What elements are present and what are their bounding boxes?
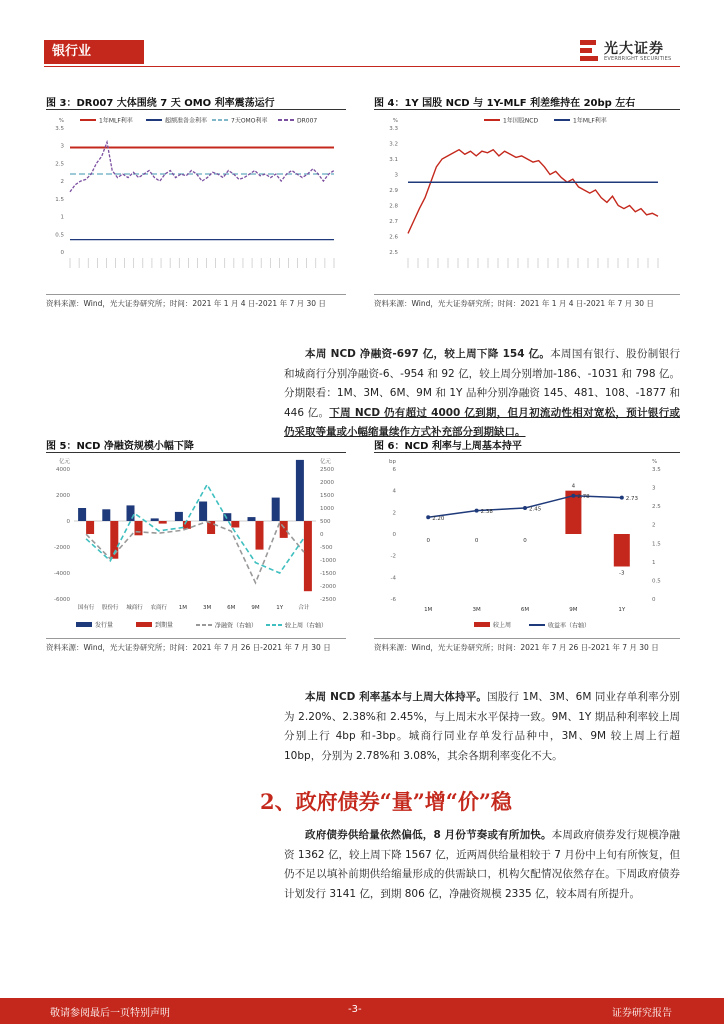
fig4-ytick: 2.9	[389, 188, 398, 194]
fig5-xtick: 合计	[298, 605, 310, 611]
fig5-xtick: 1M	[178, 605, 188, 611]
fig5-bar-issue	[78, 508, 86, 521]
fig4-ytick: 2.8	[389, 203, 398, 210]
fig6-xtick: 1M	[424, 607, 433, 613]
fig6-chart	[374, 455, 680, 635]
fig6-right-ytick: 1.5	[652, 541, 661, 548]
fig4-ytick: 3.3	[389, 126, 398, 132]
fig3-ytick: 1	[60, 214, 64, 221]
fig6-right-ytick: 1	[652, 559, 656, 566]
fig5-xtick: 农商行	[150, 605, 167, 611]
fig6-legend-bars-label: 较上周	[493, 622, 512, 629]
fig5-right-ytick: -1000	[320, 558, 336, 564]
fig5-series-wow	[86, 485, 304, 573]
fig5-ytick: -6000	[54, 597, 70, 603]
fig3-bottom-rule	[46, 294, 346, 295]
fig6-left-unit: bp	[389, 459, 396, 465]
fig6-source: 资料来源：Wind，光大证券研究所；时间：2021 年 7 月 26 日-2021 年 7 月 30 日	[374, 643, 659, 652]
fig5-bar-maturity	[86, 521, 94, 534]
fig5-legend-net-label: 净融资（右轴）	[215, 622, 258, 630]
fig6-rate-label: 2.45	[529, 506, 542, 513]
fig4-ytick: 2.5	[389, 250, 398, 256]
fig5-xtick: 6M	[227, 605, 236, 611]
fig5-bar-issue	[175, 512, 183, 521]
fig3-unit: %	[58, 118, 64, 124]
footer-disclaimer: 敬请参阅最后一页特别声明	[50, 1008, 170, 1019]
brand-logo	[580, 38, 680, 66]
fig5-bar-issue	[102, 509, 110, 521]
fig4-ytick: 2.7	[389, 219, 398, 225]
fig5-bar-maturity	[304, 521, 312, 591]
fig6-ytick: 2	[392, 510, 396, 517]
fig5-ytick: 0	[66, 519, 70, 525]
fig3-ytick: 0.5	[55, 232, 64, 239]
fig3-title: 图 3：DR007 大体围绕 7 天 OMO 利率震荡运行	[46, 98, 275, 109]
fig5-xtick: 9M	[251, 605, 260, 611]
fig4-ytick: 3.1	[389, 157, 398, 163]
fig5-right-ytick: -500	[320, 545, 333, 551]
fig6-right-ytick: 3	[652, 485, 656, 492]
para2-lead: 本周 NCD 利率基本与上周大体持平。	[305, 691, 488, 703]
para1-lead: 本周 NCD 净融资-697 亿，较上周下降 154 亿。	[305, 348, 551, 360]
fig5-ytick: 2000	[56, 493, 70, 499]
fig5-legend-wow-label: 较上周（右轴）	[285, 622, 328, 630]
fig5-right-ytick: 2000	[320, 480, 334, 486]
fig5-ytick: -4000	[54, 571, 70, 577]
fig6-legend-bars-swatch	[474, 622, 490, 627]
fig5-right-ytick: -2000	[320, 584, 336, 590]
fig6-ytick: 0	[392, 532, 396, 538]
fig3-legend-ioer-label: 超额准备金利率	[165, 117, 208, 125]
footer-page-number: -3-	[348, 1004, 362, 1015]
paragraph-government-bonds	[284, 826, 680, 904]
fig3-rule	[46, 109, 346, 110]
fig5-right-ytick: -2500	[320, 597, 336, 603]
fig3-ytick: 2.5	[55, 161, 64, 168]
fig6-rate-label: 2.38	[480, 509, 493, 516]
fig5-right-ytick: 1000	[320, 506, 334, 512]
fig5-right-unit: 亿元	[320, 459, 332, 465]
fig4-chart	[374, 112, 680, 292]
fig6-ytick: -2	[390, 553, 396, 560]
fig5-ytick: -2000	[54, 545, 70, 551]
para2-body: 国股行 1M、3M、6M 同业存单利率分别为 2.20%、2.38%和 2.45%，与上周末水平保持一致。9M、1Y 期品种利率较上周分别上行 4bp 和-3bp。城商行同业存单发行品种中，3M、9M 较上周上行超 10bp，分别为 2.78%和 3.08%，其余各期利率变化不大。	[284, 691, 680, 762]
fig4-rule	[374, 109, 680, 110]
fig5-bar-maturity	[159, 521, 167, 524]
fig6-rate-point	[426, 515, 430, 519]
sector-tag: 银行业	[44, 40, 144, 64]
brand-en: EVERBRIGHT SECURITIES	[604, 56, 672, 62]
fig6-bar-label: 0	[474, 538, 479, 544]
fig3-chart	[46, 112, 346, 292]
fig4-source: 资料来源：Wind，光大证券研究所；时间：2021 年 1 月 4 日-2021 年 7 月 30 日	[374, 299, 654, 308]
fig5-bar-maturity	[280, 521, 288, 538]
fig5-rule	[46, 452, 346, 453]
fig6-right-ytick: 0	[652, 597, 656, 603]
fig5-legend-maturity-label: 到期量	[155, 622, 174, 629]
fig6-ytick: 6	[392, 467, 396, 473]
fig5-xtick: 城商行	[126, 605, 143, 611]
fig4-series-ncd	[408, 150, 658, 234]
fig6-xtick: 6M	[520, 607, 530, 613]
fig6-rate-point	[523, 506, 527, 510]
fig5-bar-issue	[248, 517, 256, 521]
fig6-right-ytick: 0.5	[652, 578, 661, 585]
fig6-bar-label: 4	[571, 483, 576, 490]
fig5-bar-maturity	[207, 521, 215, 534]
fig5-ytick: 4000	[56, 467, 70, 473]
fig3-source: 资料来源：Wind，光大证券研究所；时间：2021 年 1 月 4 日-2021 年 7 月 30 日	[46, 299, 326, 308]
fig5-bar-issue	[199, 502, 207, 522]
everbright-logo-icon	[580, 40, 600, 62]
fig5-bar-maturity	[183, 521, 191, 529]
fig5-xtick: 国有行	[77, 605, 95, 611]
fig6-xtick: 1Y	[618, 607, 626, 613]
fig6-rate-point	[475, 509, 479, 513]
fig3-series-dr007	[70, 142, 334, 192]
fig5-chart	[46, 455, 346, 635]
fig4-ytick: 2.6	[389, 234, 398, 241]
fig3-ytick: 3	[60, 143, 64, 150]
paragraph-ncd-financing	[284, 345, 680, 443]
para3-body: 本周政府债券发行规模净融资 1362 亿，较上周下降 1567 亿，近两周供给量相较于 7 月份中上旬有所恢复，但仍不足以填补前期供给缩量形成的供需缺口，机构欠配情况依然存在。下周政府债券计划发行 3141 亿，到期 806 亿，净融资规模 2335 亿，较本周有所提升。	[284, 829, 680, 900]
fig5-legend-issue-label: 发行量	[95, 622, 114, 629]
fig3-ytick: 3.5	[55, 126, 64, 132]
fig6-rate-label: 2.20	[432, 515, 445, 522]
fig6-xtick: 3M	[472, 607, 481, 613]
fig5-right-ytick: 1500	[320, 493, 334, 499]
fig5-bar-issue	[127, 505, 135, 521]
footer-report-type: 证券研究报告	[612, 1008, 672, 1019]
fig6-rate-label: 2.73	[625, 496, 639, 503]
fig5-bar-maturity	[256, 521, 264, 550]
fig5-series-net	[86, 522, 304, 583]
fig6-bar	[614, 534, 630, 567]
fig3-ytick: 1.5	[55, 196, 64, 203]
brand-name: 光大证券	[604, 41, 664, 57]
fig3-legend-omo-label: 7天OMO利率	[231, 117, 268, 125]
fig4-title: 图 4：1Y 国股 NCD 与 1Y-MLF 利差维持在 20bp 左右	[374, 98, 636, 109]
fig6-right-ytick: 2.5	[652, 504, 661, 511]
fig6-title: 图 6：NCD 利率与上周基本持平	[374, 441, 522, 452]
fig6-ytick: -4	[390, 575, 396, 582]
fig6-ytick: 4	[392, 488, 396, 495]
fig5-legend-issue-swatch	[76, 622, 92, 627]
fig3-ytick: 2	[60, 179, 64, 186]
para1-emphasis: 下周 NCD 仍有超过 4000 亿到期，但月初流动性相对宽松，预计银行或仍采取等量或小幅缩量续作方式补充部分到期缺口。	[284, 406, 680, 438]
fig6-bar-label: 0	[523, 538, 527, 544]
fig5-xtick: 股份行	[102, 605, 119, 611]
fig6-right-unit: %	[652, 459, 658, 465]
fig6-rate-point	[620, 496, 624, 500]
para3-lead: 政府债券供给量依然偏低，8 月份节奏或有所加快。	[305, 829, 552, 841]
fig5-bar-maturity	[231, 521, 239, 528]
fig6-bottom-rule	[374, 638, 680, 639]
fig5-right-ytick: 0	[320, 532, 324, 538]
fig5-bar-issue	[272, 498, 280, 521]
fig6-right-ytick: 3.5	[652, 467, 661, 473]
para1-body: 本周国有银行、股份制银行和城商行分别净融资-6、-954 和 92 亿，较上周分别增加-186、-1031 和 798 亿。分期限看：1M、3M、6M、9M 和 1Y 品种分别净融资 145、481、108、-1877 和 446 亿。	[284, 348, 680, 419]
fig5-right-ytick: -1500	[320, 571, 336, 577]
fig4-unit: %	[392, 118, 398, 124]
fig4-legend-ncd-label: 1年国股NCD	[503, 117, 539, 125]
fig4-bottom-rule	[374, 294, 680, 295]
fig6-rule	[374, 452, 680, 453]
fig5-right-ytick: 2500	[320, 467, 334, 473]
fig6-bar-label: 0	[426, 538, 430, 544]
fig5-bottom-rule	[46, 638, 346, 639]
fig5-xtick: 3M	[202, 605, 212, 611]
fig6-ytick: -6	[390, 597, 396, 603]
fig4-ytick: 3.2	[389, 141, 398, 148]
fig6-bar-label: -3	[619, 570, 625, 577]
fig3-ytick: 0	[60, 250, 64, 256]
fig5-bar-issue	[151, 518, 159, 521]
fig5-legend-maturity-swatch	[136, 622, 152, 627]
fig5-right-ytick: 500	[320, 519, 331, 525]
fig5-xtick: 1Y	[276, 605, 284, 611]
fig4-legend-mlf-label: 1年MLF利率	[573, 117, 607, 125]
fig6-right-ytick: 2	[652, 522, 656, 529]
fig5-bar-issue	[296, 460, 304, 521]
fig5-left-unit: 亿元	[58, 459, 70, 465]
fig5-title: 图 5：NCD 净融资规模小幅下降	[46, 441, 194, 452]
section-2-title: 2、政府债券“量”增“价”稳	[260, 789, 512, 814]
paragraph-ncd-rates	[284, 688, 680, 766]
fig6-rate-label: 2.78	[577, 494, 590, 501]
fig6-rate-point	[571, 494, 575, 498]
fig5-source: 资料来源：Wind，光大证券研究所；时间：2021 年 7 月 26 日-2021 年 7 月 30 日	[46, 643, 331, 652]
fig6-xtick: 9M	[569, 607, 578, 613]
header-divider	[44, 66, 680, 67]
fig3-legend-dr007-label: DR007	[297, 117, 318, 125]
fig5-bar-maturity	[135, 521, 143, 535]
fig3-legend-mlf-label: 1年MLF利率	[99, 117, 133, 125]
fig6-legend-rate-label: 收益率（右轴）	[548, 622, 591, 630]
fig4-ytick: 3	[394, 172, 398, 179]
